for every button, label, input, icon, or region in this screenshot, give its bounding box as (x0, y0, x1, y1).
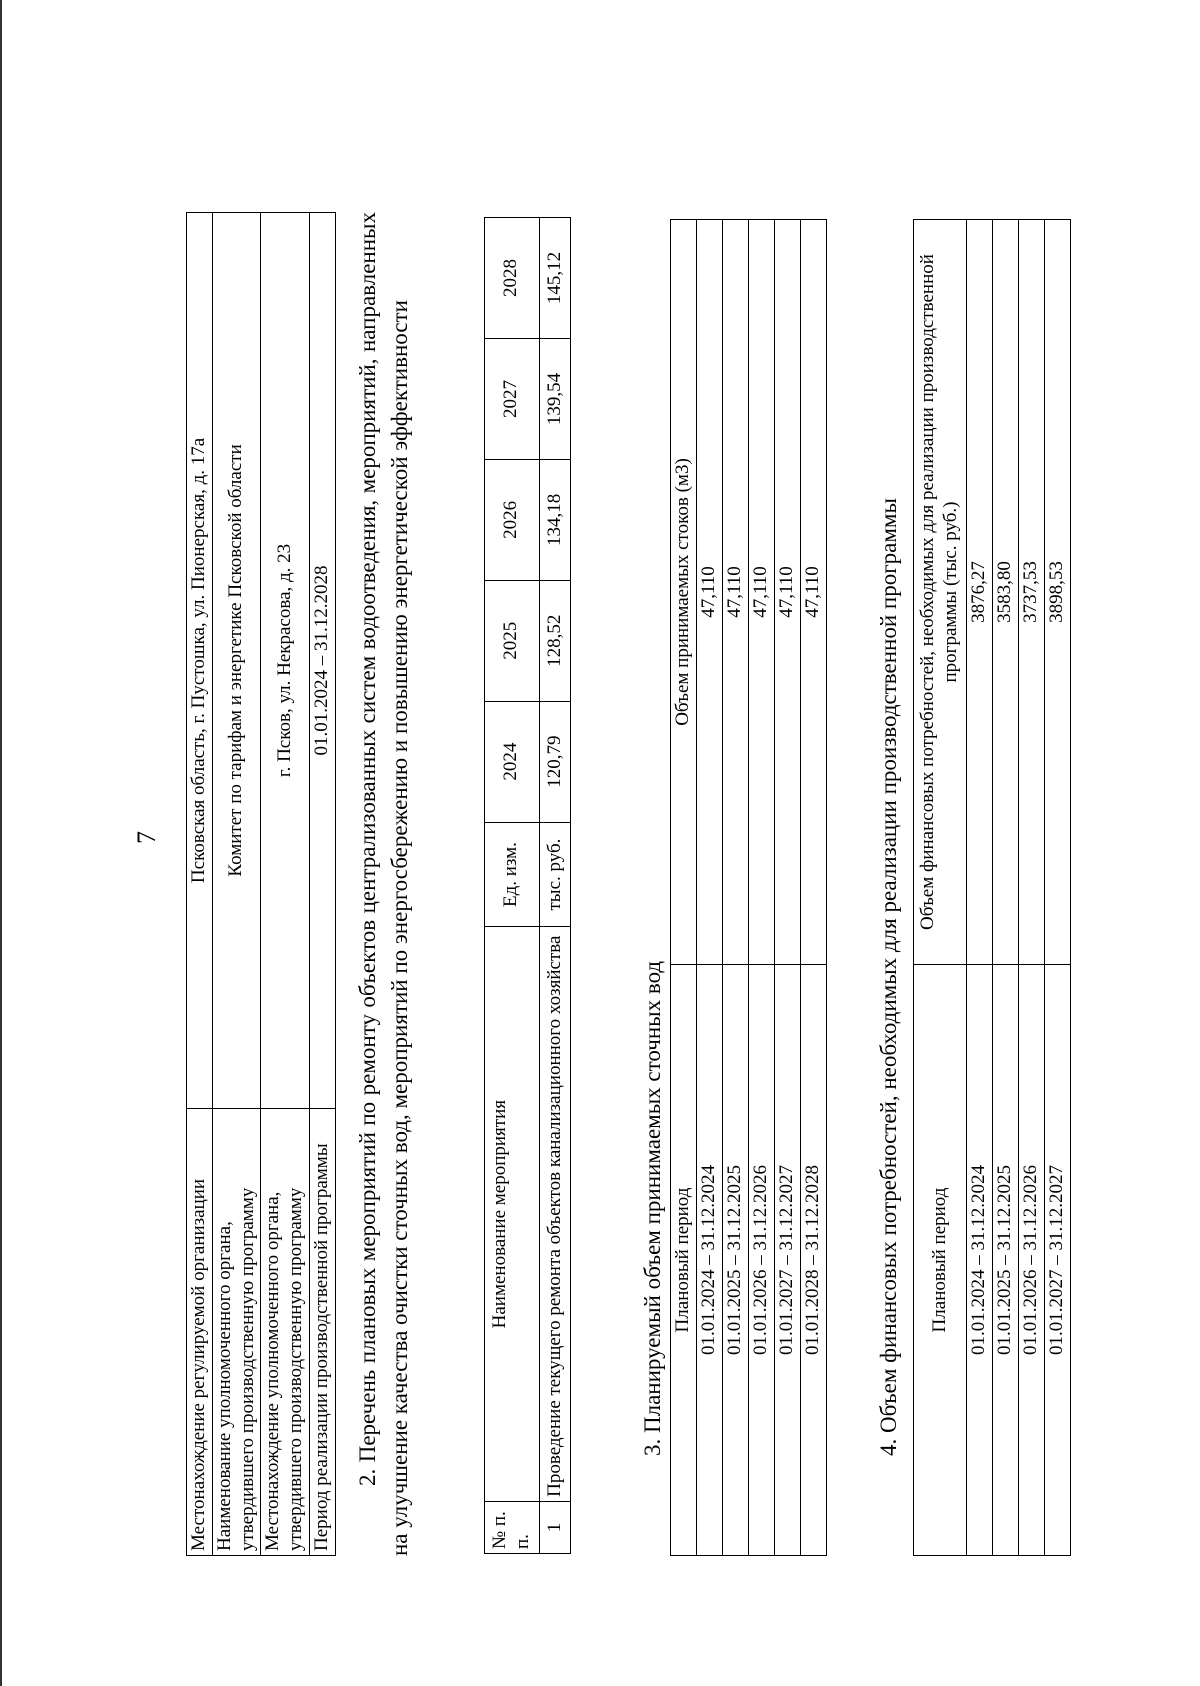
header-num: № п. п. (485, 1501, 540, 1553)
cell-value: 3737,53 (1019, 220, 1045, 965)
table-row (309, 213, 335, 1556)
page-number: 7 (132, 831, 161, 844)
header-value: Объем финансовых потребностей, необходимых для реализации производственной программы (тыс. руб.) (914, 220, 967, 965)
row-value: Комитет по тарифам и энергетике Псковской области (212, 213, 261, 1109)
header-year: 2024 (485, 701, 540, 822)
cell-value: 47,110 (801, 220, 827, 965)
cell-period: 01.01.2027 – 31.12.2027 (1045, 965, 1071, 1556)
table-row (1045, 220, 1071, 1556)
cell-value: 47,110 (749, 220, 775, 965)
cell-value: 3876,27 (967, 220, 993, 965)
cell-value: 3898,53 (1045, 220, 1071, 965)
header-year: 2026 (485, 459, 540, 580)
row-value: Псковская область, г. Пустошка, ул. Пионерская, д. 17а (187, 213, 213, 1109)
cell-value: 139,54 (539, 338, 571, 459)
cell-period: 01.01.2026 – 31.12.2026 (1019, 965, 1045, 1556)
table-row (1019, 220, 1045, 1556)
table-row (723, 220, 749, 1556)
cell-period: 01.01.2025 – 31.12.2025 (993, 965, 1019, 1556)
cell-num: 1 (539, 1501, 571, 1553)
table-header-row (485, 218, 540, 1554)
table-row (993, 220, 1019, 1556)
cell-value: 145,12 (539, 218, 571, 339)
cell-value: 47,110 (697, 220, 723, 965)
cell-unit: тыс. руб. (539, 822, 571, 927)
row-label: Наименование уполномоченного органа, утвердившего производственную программу (212, 1108, 261, 1555)
header-period: Плановый период (671, 965, 697, 1556)
table-row (187, 213, 213, 1556)
row-value: 01.01.2024 – 31.12.2028 (309, 213, 335, 1109)
header-unit: Ед. изм. (485, 822, 540, 927)
cell-period: 01.01.2024 – 31.12.2024 (697, 965, 723, 1556)
cell-name: Проведение текущего ремонта объектов канализационного хозяйства (539, 927, 571, 1501)
organization-info-table (186, 212, 336, 1556)
table-row (749, 220, 775, 1556)
cell-value: 47,110 (723, 220, 749, 965)
wastewater-volume-table (670, 219, 827, 1556)
cell-period: 01.01.2026 – 31.12.2026 (749, 965, 775, 1556)
row-label: Местонахождение уполномоченного органа, утвердившего производственную программу (261, 1108, 310, 1555)
row-label: Местонахождение регулируемой организации (187, 1108, 213, 1555)
header-year: 2028 (485, 218, 540, 339)
section-2-heading: 2. Перечень плановых мероприятий по ремонту объектов централизованных систем водоотведения, мероприятий, направленных на улучшение качества очистки сточных вод, мероприятий по энергосбережению и повышению энергетической эффективности (355, 212, 412, 1556)
financial-needs-table (913, 219, 1071, 1556)
measures-table (484, 217, 571, 1554)
section-3-heading: 3. Планируемый объем принимаемых сточных вод (640, 960, 665, 1456)
cell-period: 01.01.2024 – 31.12.2024 (967, 965, 993, 1556)
cell-value: 134,18 (539, 459, 571, 580)
row-value: г. Псков, ул. Некрасова, д. 23 (261, 213, 310, 1109)
cell-period: 01.01.2025 – 31.12.2025 (723, 965, 749, 1556)
header-year: 2025 (485, 580, 540, 701)
header-period: Плановый период (914, 965, 967, 1556)
table-row (212, 213, 261, 1556)
header-year: 2027 (485, 338, 540, 459)
table-row (697, 220, 723, 1556)
table-header-row (671, 220, 697, 1556)
cell-period: 01.01.2027 – 31.12.2027 (775, 965, 801, 1556)
table-row (801, 220, 827, 1556)
cell-value: 47,110 (775, 220, 801, 965)
cell-value: 128,52 (539, 580, 571, 701)
cell-value: 3583,80 (993, 220, 1019, 965)
table-row (967, 220, 993, 1556)
table-header-row (914, 220, 967, 1556)
row-label: Период реализации производственной программы (309, 1108, 335, 1555)
header-name: Наименование мероприятия (485, 927, 540, 1501)
table-row (539, 218, 571, 1554)
cell-period: 01.01.2028 – 31.12.2028 (801, 965, 827, 1556)
table-row (775, 220, 801, 1556)
cell-value: 120,79 (539, 701, 571, 822)
section-4-heading: 4. Объем финансовых потребностей, необходимых для реализации производственной программы (876, 498, 901, 1456)
table-row (261, 213, 310, 1556)
header-value: Объем принимаемых стоков (м3) (671, 220, 697, 965)
